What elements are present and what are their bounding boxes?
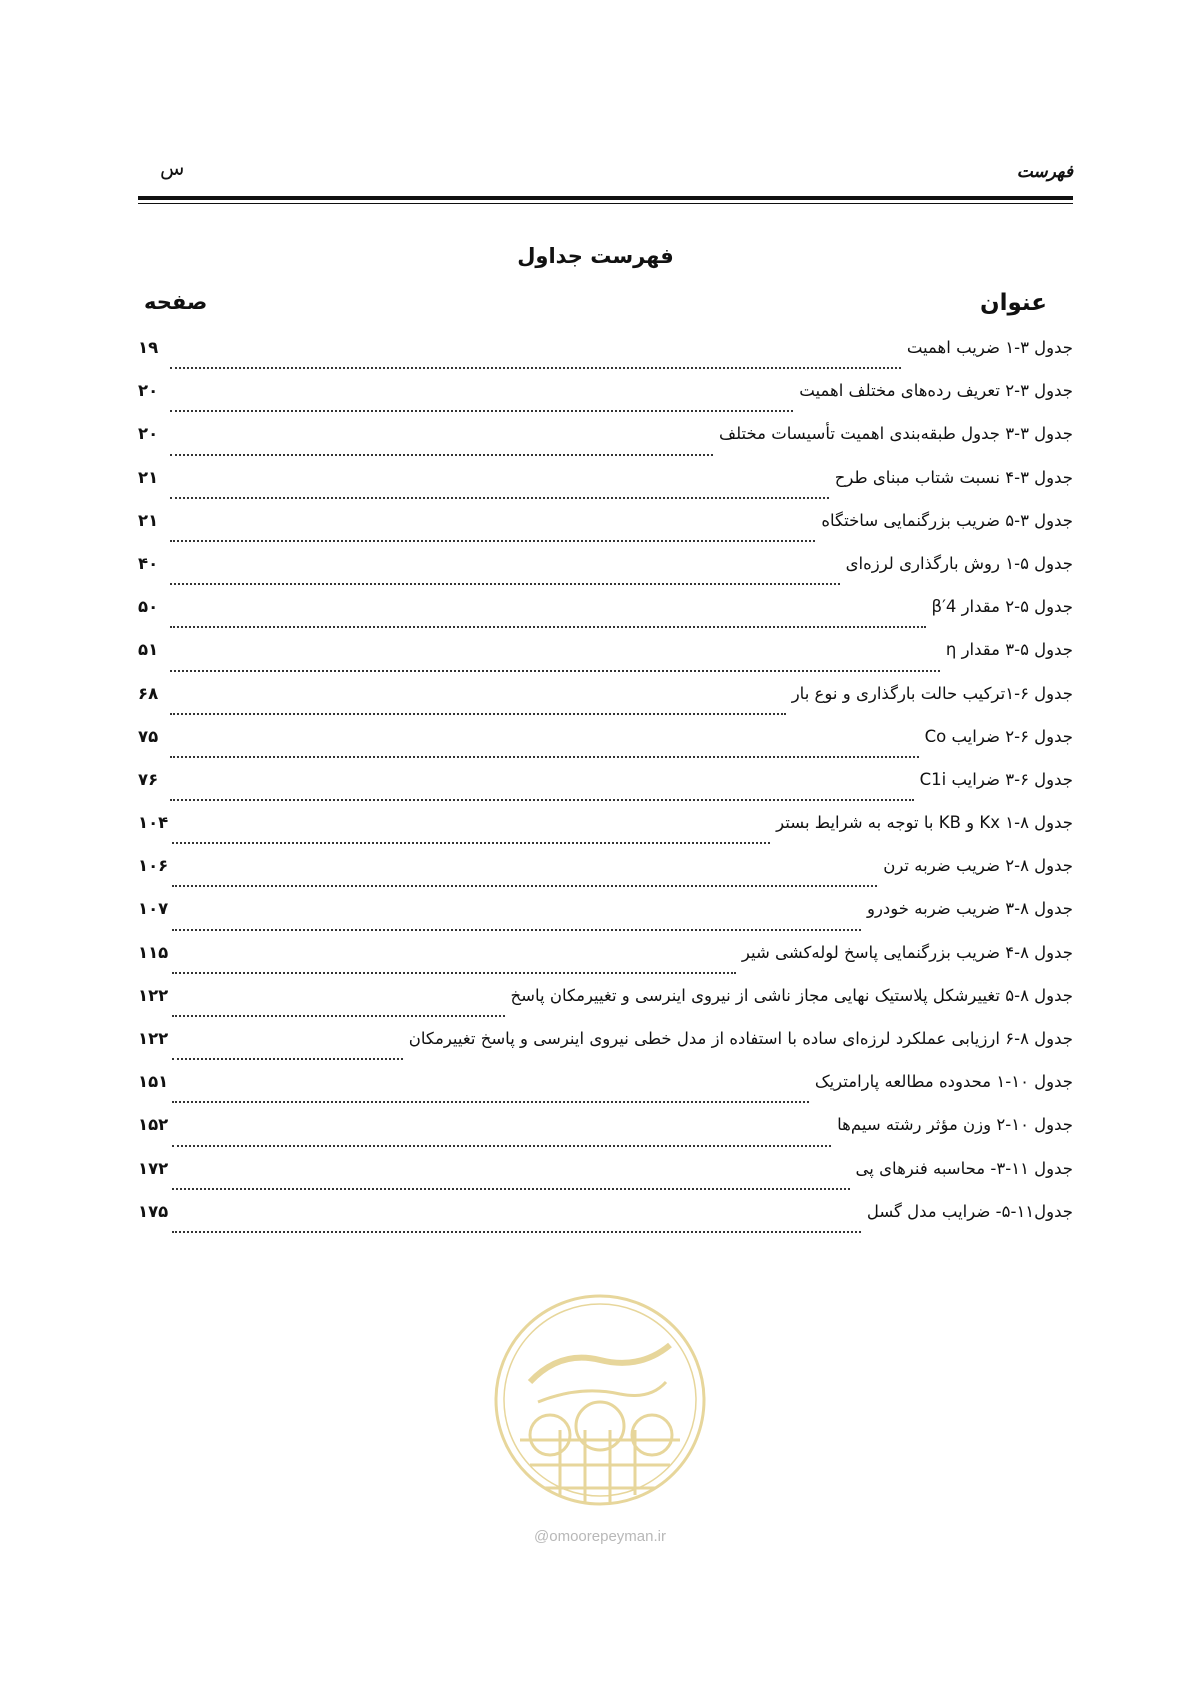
toc-entry-label: جدول ۳-۱ ضریب اهمیت: [906, 338, 1073, 357]
toc-entry-page: ۱۵۱: [138, 1072, 169, 1092]
toc-row[interactable]: [138, 899, 1073, 942]
leader-dots: [172, 1101, 809, 1103]
toc-row[interactable]: [138, 1072, 1073, 1115]
toc-row[interactable]: [138, 813, 1073, 856]
toc-entry-page: ۱۲۲: [138, 985, 169, 1005]
leader-dots: [170, 540, 815, 542]
toc-row[interactable]: [138, 338, 1073, 381]
toc-entry-label: جدول ۶-۳ ضرایب C1i: [919, 769, 1073, 789]
leader-dots: [170, 497, 829, 499]
running-header-page-letter: س: [160, 156, 185, 180]
leader-dots: [172, 1145, 831, 1147]
toc-row[interactable]: [138, 468, 1073, 511]
toc-entry-page: ۴۰: [138, 553, 159, 573]
leader-dots: [170, 626, 926, 628]
leader-dots: [172, 842, 770, 844]
toc-entry-label: جدول ۱۱-۳- محاسبه فنرهای پی: [855, 1158, 1073, 1178]
toc-entry-label: جدول ۵-۳ مقدار η: [945, 640, 1073, 660]
toc-row[interactable]: [138, 856, 1073, 899]
toc-entry-label: جدول ۸-۴ ضریب بزرگنمایی پاسخ لوله‌کشی شیر: [741, 942, 1073, 962]
toc-entry-label: جدول ۸-۵ تغییرشکل پلاستیک نهایی مجاز ناشی از نیروی اینرسی و تغییرمکان پاسخ: [510, 985, 1073, 1005]
table-of-tables: [138, 338, 1073, 1245]
toc-entry-page: ۲۱: [138, 467, 159, 487]
watermark-caption: @omoorepeyman.ir: [534, 1528, 666, 1545]
toc-entry-label: جدول ۸-۱ Kx و KB با توجه به شرایط بستر: [776, 813, 1073, 833]
toc-row[interactable]: [138, 640, 1073, 683]
toc-row[interactable]: [138, 1115, 1073, 1158]
toc-row[interactable]: [138, 1202, 1073, 1245]
leader-dots: [170, 756, 919, 758]
column-headings: [138, 290, 1073, 324]
toc-entry-page: ۶۸: [138, 683, 159, 703]
toc-entry-page: ۲۰: [138, 424, 159, 444]
toc-entry-page: ۱۷۲: [138, 1158, 169, 1178]
toc-entry-page: ۱۰۶: [138, 856, 169, 876]
leader-dots: [170, 367, 901, 369]
toc-entry-label: جدول ۱۰-۲ وزن مؤثر رشته سیم‌ها: [837, 1115, 1073, 1135]
leader-dots: [170, 670, 940, 672]
toc-entry-label: جدول ۶-۲ ضرایب Co: [924, 726, 1073, 746]
list-title: فهرست جداول: [517, 244, 674, 268]
toc-entry-label: جدول ۵-۱ روش بارگذاری لرزه‌ای: [845, 553, 1073, 573]
leader-dots: [172, 1015, 504, 1017]
toc-entry-page: ۱۷۵: [138, 1201, 169, 1221]
toc-row[interactable]: [138, 943, 1073, 986]
leader-dots: [172, 1231, 861, 1233]
toc-row[interactable]: [138, 511, 1073, 554]
leader-dots: [170, 410, 793, 412]
toc-entry-label: جدول ۳-۳ جدول طبقه‌بندی اهمیت تأسیسات مختلف: [719, 424, 1073, 444]
toc-entry-label: جدول ۱۰-۱ محدوده مطالعه پارامتریک: [814, 1072, 1073, 1092]
watermark-seal-logo: [490, 1290, 710, 1510]
toc-entry-label: جدول۱۱-۵- ضرایب مدل گسل: [866, 1201, 1073, 1221]
toc-entry-label: جدول ۳-۲ تعریف رده‌های مختلف اهمیت: [799, 381, 1073, 401]
leader-dots: [170, 799, 914, 801]
leader-dots: [172, 885, 877, 887]
toc-row[interactable]: [138, 381, 1073, 424]
toc-row[interactable]: [138, 554, 1073, 597]
toc-entry-page: ۱۹: [138, 338, 159, 357]
toc-entry-label: جدول ۳-۴ نسبت شتاب مبنای طرح: [834, 467, 1073, 487]
toc-row[interactable]: [138, 986, 1073, 1029]
toc-entry-page: ۷۵: [138, 726, 159, 746]
toc-entry-label: جدول ۳-۵ ضریب بزرگنمایی ساختگاه: [821, 510, 1073, 530]
toc-entry-page: ۱۵۲: [138, 1115, 169, 1135]
toc-entry-page: ۱۲۲: [138, 1029, 169, 1048]
leader-dots: [172, 929, 861, 931]
leader-dots: [170, 713, 786, 715]
toc-row[interactable]: [138, 770, 1073, 813]
toc-entry-label: جدول ۸-۲ ضریب ضربه ترن: [883, 856, 1073, 876]
toc-row[interactable]: [138, 684, 1073, 727]
leader-dots: [172, 1188, 849, 1190]
toc-entry-page: ۵۱: [138, 640, 159, 660]
toc-entry-page: ۲۱: [138, 510, 159, 530]
running-header-title: فهرست: [1016, 162, 1073, 182]
toc-entry-page: ۱۰۴: [138, 813, 169, 833]
toc-entry-page: ۷۶: [138, 769, 159, 789]
column-heading-page: صفحه: [144, 290, 208, 314]
toc-entry-label: جدول ۸-۶ ارزیابی عملکرد لرزه‌ای ساده با استفاده از مدل خطی نیروی اینرسی و پاسخ تغییرمکان: [408, 1029, 1073, 1048]
toc-row[interactable]: [138, 1029, 1073, 1072]
toc-entry-page: ۵۰: [138, 597, 159, 617]
leader-dots: [172, 972, 736, 974]
toc-entry-page: ۲۰: [138, 381, 159, 401]
leader-dots: [170, 583, 840, 585]
header-rule-thin: [138, 203, 1073, 204]
leader-dots: [172, 1058, 403, 1060]
toc-row[interactable]: [138, 1159, 1073, 1202]
column-heading-title: عنوان: [979, 290, 1047, 316]
toc-entry-page: ۱۰۷: [138, 899, 169, 919]
toc-entry-page: ۱۱۵: [138, 942, 169, 962]
toc-entry-label: جدول ۵-۲ مقدار β′4: [931, 597, 1073, 617]
toc-row[interactable]: [138, 424, 1073, 467]
toc-entry-label: جدول ۶-۱ترکیب حالت بارگذاری و نوع بار: [791, 683, 1073, 703]
running-header: [138, 156, 1073, 186]
header-rule-thick: [138, 196, 1073, 200]
toc-row[interactable]: [138, 727, 1073, 770]
toc-row[interactable]: [138, 597, 1073, 640]
leader-dots: [170, 454, 713, 456]
toc-entry-label: جدول ۸-۳ ضریب ضربه خودرو: [867, 899, 1073, 919]
